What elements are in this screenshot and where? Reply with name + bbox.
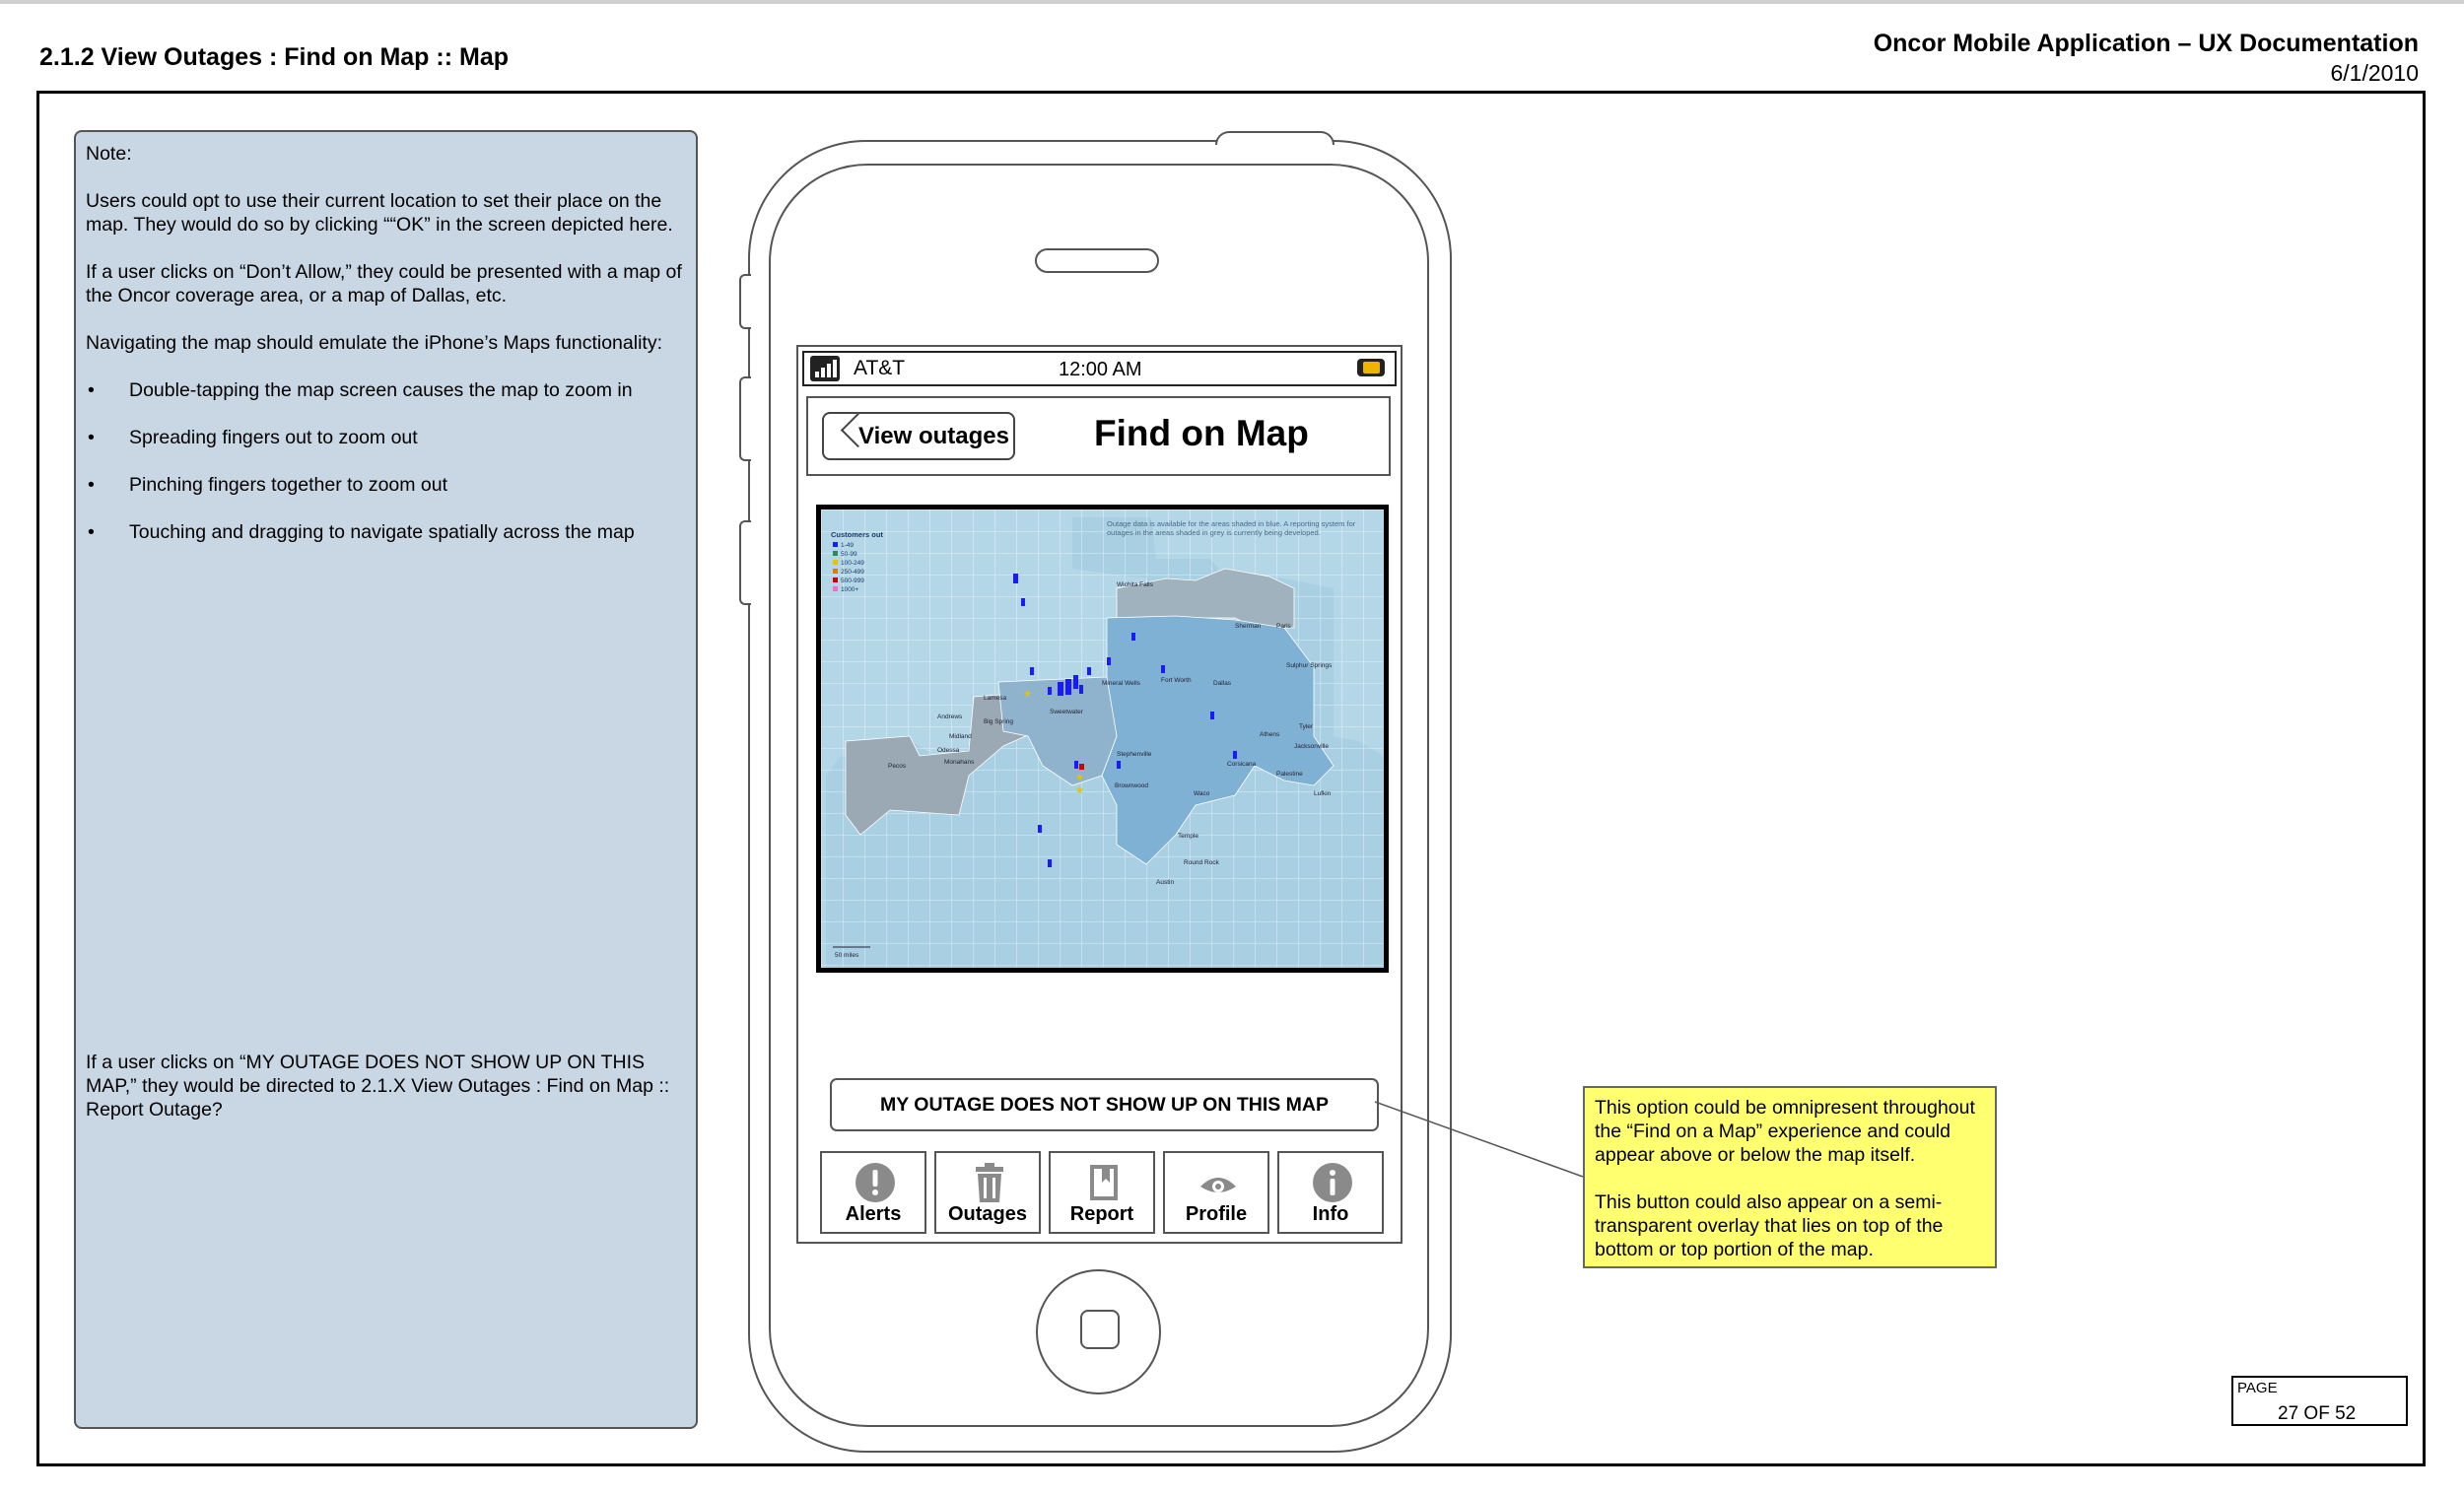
- legend-swatch: [833, 560, 838, 565]
- notes-bullet: • Double-tapping the map screen causes the map to zoom in: [86, 378, 686, 402]
- power-button: [1215, 131, 1335, 145]
- back-button[interactable]: [822, 412, 1015, 460]
- callout-paragraph: This option could be omnipresent throughout the “Find on a Map” experience and could appear above or below the map itself.: [1595, 1097, 1975, 1166]
- city-label: Palestine: [1276, 771, 1303, 778]
- doc-header: [1874, 28, 2419, 87]
- city-label: Temple: [1178, 833, 1198, 840]
- trash-icon: [968, 1161, 1011, 1204]
- notes-paragraph: Navigating the map should emulate the iPhone’s Maps functionality:: [86, 332, 662, 354]
- city-label: Sherman: [1235, 623, 1262, 630]
- page-number: 27 OF 52: [2278, 1403, 2357, 1424]
- map-note: Outage data is available for the areas shaded in blue. A reporting system for outages in the areas shaded in grey is currently being developed.: [1107, 519, 1356, 537]
- legend-label: 250-499: [841, 569, 864, 576]
- city-label: Austin: [1156, 879, 1175, 886]
- city-label: Stephenville: [1117, 751, 1152, 758]
- notes-paragraph: If a user clicks on “Don’t Allow,” they could be presented with a map of the Oncor coverage area, or a map of Dallas, etc.: [86, 261, 682, 306]
- notes-paragraph: Users could opt to use their current location to set their place on the map. They would do so by clicking ““OK” in the screen depicted here.: [86, 190, 673, 236]
- screen-title: Find on Map: [1094, 413, 1309, 453]
- tab-alerts[interactable]: [820, 1151, 926, 1234]
- legend-swatch: [833, 542, 838, 547]
- alert-icon: [854, 1161, 897, 1204]
- legend-swatch: [833, 551, 838, 556]
- section-title: 2.1.2 View Outages : Find on Map :: Map: [39, 43, 509, 71]
- volume-up-button: [739, 376, 751, 461]
- notes-bullet: • Pinching fingers together to zoom out: [86, 473, 686, 497]
- annotation-callout: [1583, 1086, 1997, 1268]
- legend-title: Customers out: [831, 530, 883, 539]
- city-label: Pecos: [888, 763, 907, 770]
- city-label: Paris: [1276, 623, 1291, 630]
- outage-not-shown-label: MY OUTAGE DOES NOT SHOW UP ON THIS MAP: [879, 1093, 1330, 1116]
- city-label: Fort Worth: [1161, 677, 1192, 684]
- city-label: Sulphur Springs: [1286, 662, 1333, 669]
- city-label: Athens: [1260, 731, 1280, 738]
- city-label: Dallas: [1213, 680, 1232, 687]
- city-label: Tyler: [1299, 723, 1314, 730]
- info-icon: [1311, 1161, 1354, 1204]
- tab-report[interactable]: [1049, 1151, 1155, 1234]
- city-label: Sweetwater: [1050, 709, 1083, 715]
- city-label: Midland: [949, 733, 972, 740]
- city-label: Big Spring: [984, 718, 1013, 725]
- eye-icon: [1197, 1161, 1240, 1204]
- tab-info[interactable]: [1277, 1151, 1384, 1234]
- speaker-grille: [1035, 248, 1159, 273]
- phone-screen: [796, 345, 1403, 1244]
- outage-not-shown-button[interactable]: [830, 1078, 1379, 1131]
- doc-date: 6/1/2010: [2330, 60, 2419, 86]
- map-graphic: [821, 510, 1384, 968]
- bookmark-icon: [1082, 1161, 1126, 1204]
- legend-swatch: [833, 578, 838, 582]
- legend-label: 1-49: [841, 542, 855, 549]
- tab-label: Outages: [947, 1203, 1028, 1225]
- legend-label: 100-249: [841, 560, 864, 567]
- tab-label: Alerts: [845, 1203, 902, 1225]
- battery-icon: [1357, 359, 1385, 376]
- tab-profile[interactable]: [1163, 1151, 1269, 1234]
- tab-label: Report: [1069, 1203, 1134, 1225]
- tab-bar: [820, 1151, 1386, 1234]
- city-label: Wichita Falls: [1117, 581, 1153, 588]
- nav-bar: [806, 396, 1391, 476]
- signal-icon: [810, 356, 840, 381]
- back-button-label: View outages: [858, 422, 1009, 449]
- top-rule: [0, 0, 2464, 4]
- city-label: Round Rock: [1184, 859, 1219, 866]
- notes-bottom: If a user clicks on “MY OUTAGE DOES NOT SHOW UP ON THIS MAP,” they would be directed to 2.1.X View Outages : Find on Map :: Report Outage?: [86, 1052, 670, 1121]
- city-label: Jacksonville: [1294, 743, 1330, 750]
- tab-outages[interactable]: [934, 1151, 1041, 1234]
- mute-switch: [739, 274, 751, 329]
- status-time: 12:00 AM: [1059, 359, 1142, 380]
- home-button-icon: [1080, 1310, 1120, 1349]
- carrier-name: AT&T: [854, 357, 906, 379]
- city-label: Odessa: [937, 747, 960, 754]
- callout-paragraph: This button could also appear on a semi-transparent overlay that lies on top of the bottom or top portion of the map.: [1595, 1191, 1944, 1260]
- app-title: Oncor Mobile Application – UX Documentation: [1873, 30, 2419, 57]
- city-label: Monahans: [944, 759, 975, 766]
- legend-label: 500-999: [841, 578, 864, 584]
- svg-text:★: ★: [1023, 689, 1032, 700]
- city-label: Lamesa: [984, 695, 1007, 702]
- svg-text:★: ★: [1075, 785, 1084, 796]
- outage-map[interactable]: [816, 505, 1389, 973]
- city-label: Andrews: [937, 714, 963, 720]
- legend-label: 50-99: [841, 551, 857, 558]
- page-indicator: [2231, 1376, 2408, 1426]
- city-label: Corsicana: [1227, 761, 1257, 768]
- page-label: PAGE: [2237, 1380, 2278, 1396]
- city-label: Mineral Wells: [1102, 680, 1140, 687]
- city-label: Waco: [1194, 790, 1210, 797]
- notes-heading: Note:: [86, 143, 132, 165]
- tab-label: Profile: [1185, 1203, 1248, 1225]
- volume-down-button: [739, 520, 751, 605]
- legend-swatch: [833, 569, 838, 574]
- notes-bullet: • Touching and dragging to navigate spatially across the map: [86, 520, 686, 544]
- tab-label: Info: [1312, 1203, 1349, 1225]
- notes-bullet-list: [86, 378, 686, 544]
- status-bar: [802, 351, 1397, 386]
- notes-panel: [74, 130, 698, 1429]
- legend-swatch: [833, 586, 838, 591]
- city-label: Lufkin: [1314, 790, 1332, 797]
- scale-label: 50 miles: [835, 952, 859, 959]
- svg-text:★: ★: [1075, 773, 1084, 783]
- legend-label: 1000+: [841, 586, 859, 593]
- notes-bullet: • Spreading fingers out to zoom out: [86, 426, 686, 449]
- city-label: Brownwood: [1115, 782, 1148, 789]
